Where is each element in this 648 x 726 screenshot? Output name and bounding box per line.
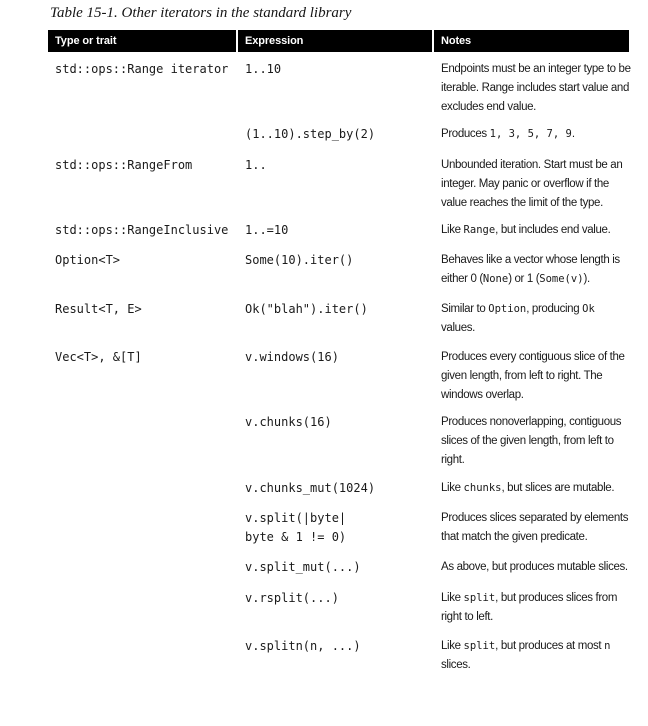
note-text-segment: iterable. Range includes start value and bbox=[441, 82, 630, 94]
expression-line: v.rsplit(...) bbox=[245, 591, 339, 605]
expression-cell bbox=[238, 637, 434, 656]
expression-line: 1.. bbox=[245, 158, 267, 172]
note-text-segment: , but includes end value. bbox=[495, 224, 611, 236]
note-text-segment: integer. May panic or overflow if the bbox=[441, 178, 609, 190]
note-text-segment: ). bbox=[583, 273, 590, 285]
note-text-segment: , but slices are mutable. bbox=[501, 482, 615, 494]
note-text-segment: value reaches the limit of the type. bbox=[441, 197, 603, 209]
note-line bbox=[441, 558, 629, 577]
notes-cell bbox=[434, 125, 629, 144]
note-line bbox=[441, 175, 629, 194]
table-row bbox=[48, 156, 629, 213]
note-text-segment: either 0 ( bbox=[441, 273, 483, 285]
note-text-segment: values. bbox=[441, 322, 475, 334]
note-text-segment: right. bbox=[441, 454, 465, 466]
note-line bbox=[441, 367, 629, 386]
notes-cell bbox=[434, 413, 629, 470]
notes-cell bbox=[434, 348, 629, 405]
expression-line: v.chunks_mut(1024) bbox=[245, 481, 376, 495]
type-or-trait-cell: std::ops::RangeInclusive bbox=[55, 223, 229, 237]
note-line bbox=[441, 251, 629, 270]
notes-cell bbox=[434, 221, 629, 240]
note-line bbox=[441, 60, 629, 79]
note-code-segment: Ok bbox=[582, 303, 595, 315]
table-row bbox=[48, 221, 629, 240]
expression-cell bbox=[238, 251, 434, 270]
expression-line: 1..10 bbox=[245, 62, 282, 76]
header-expression: Expression bbox=[238, 30, 432, 52]
note-code-segment: 1, 3, 5, 7, 9 bbox=[489, 128, 572, 140]
note-code-segment: Option bbox=[488, 303, 527, 315]
notes-cell bbox=[434, 509, 629, 547]
notes-cell bbox=[434, 300, 629, 338]
note-line bbox=[441, 319, 629, 338]
note-line bbox=[441, 386, 629, 405]
table-row bbox=[48, 300, 629, 338]
expression-line: byte & 1 != 0) bbox=[245, 530, 347, 544]
note-text-segment: slices of the given length, from left to bbox=[441, 435, 614, 447]
expression-cell bbox=[238, 221, 434, 240]
note-text-segment: , but produces slices from bbox=[495, 592, 618, 604]
notes-cell bbox=[434, 637, 629, 675]
note-line bbox=[441, 656, 629, 675]
table-row bbox=[48, 125, 629, 144]
expression-line: v.windows(16) bbox=[245, 350, 339, 364]
note-code-segment: split bbox=[463, 592, 496, 604]
note-line bbox=[441, 348, 629, 367]
note-code-segment: chunks bbox=[463, 482, 502, 494]
expression-cell bbox=[238, 558, 434, 577]
notes-cell bbox=[434, 479, 629, 498]
note-text-segment: Produces nonoverlapping, contiguous bbox=[441, 416, 622, 428]
note-text-segment: Behaves like a vector whose length is bbox=[441, 254, 620, 266]
note-line bbox=[441, 194, 629, 213]
expression-cell bbox=[238, 156, 434, 175]
note-text-segment: Similar to bbox=[441, 303, 489, 315]
note-code-segment: Some(v) bbox=[539, 273, 584, 285]
note-line bbox=[441, 637, 629, 656]
note-line bbox=[441, 608, 629, 627]
notes-cell bbox=[434, 558, 629, 577]
table-row bbox=[48, 479, 629, 498]
expression-cell bbox=[238, 125, 434, 144]
header-notes: Notes bbox=[434, 30, 629, 52]
expression-cell bbox=[238, 589, 434, 608]
expression-line: v.splitn(n, ...) bbox=[245, 639, 361, 653]
notes-cell bbox=[434, 251, 629, 289]
type-or-trait-cell: std::ops::Range iterator bbox=[55, 62, 229, 76]
note-line bbox=[441, 432, 629, 451]
note-line bbox=[441, 509, 629, 528]
expression-line: Ok("blah").iter() bbox=[245, 302, 368, 316]
note-text-segment: Like bbox=[441, 482, 464, 494]
notes-cell bbox=[434, 60, 629, 117]
notes-cell bbox=[434, 589, 629, 627]
type-or-trait-cell: Option<T> bbox=[55, 253, 121, 267]
expression-line: v.split_mut(...) bbox=[245, 560, 361, 574]
table-caption: Table 15-1. Other iterators in the standard library bbox=[50, 5, 352, 21]
note-line bbox=[441, 300, 629, 319]
type-or-trait-cell: std::ops::RangeFrom bbox=[55, 158, 193, 172]
table-row bbox=[48, 558, 629, 577]
note-text-segment: excludes end value. bbox=[441, 101, 537, 113]
header-type-or-trait: Type or trait bbox=[48, 30, 236, 52]
note-text-segment: that match the given predicate. bbox=[441, 531, 588, 543]
note-line bbox=[441, 589, 629, 608]
expression-cell bbox=[238, 413, 434, 432]
table-row bbox=[48, 60, 629, 117]
expression-cell bbox=[238, 60, 434, 79]
note-line bbox=[441, 528, 629, 547]
expression-cell bbox=[238, 300, 434, 319]
note-text-segment: , producing bbox=[526, 303, 583, 315]
note-line bbox=[441, 98, 629, 117]
note-text-segment: Like bbox=[441, 224, 464, 236]
note-line bbox=[441, 451, 629, 470]
expression-cell bbox=[238, 479, 434, 498]
note-text-segment: Endpoints must be an integer type to be bbox=[441, 63, 631, 75]
type-or-trait-cell: Vec<T>, &[T] bbox=[55, 350, 142, 364]
note-text-segment: , but produces at most bbox=[495, 640, 605, 652]
table-row bbox=[48, 348, 629, 405]
note-line bbox=[441, 156, 629, 175]
note-code-segment: None bbox=[482, 273, 509, 285]
note-text-segment: Produces every contiguous slice of the bbox=[441, 351, 625, 363]
note-text-segment: Produces bbox=[441, 128, 490, 140]
expression-line: v.chunks(16) bbox=[245, 415, 332, 429]
table-header-row bbox=[48, 30, 629, 52]
note-code-segment: split bbox=[463, 640, 496, 652]
note-line bbox=[441, 413, 629, 432]
note-line bbox=[441, 479, 629, 498]
note-text-segment: Unbounded iteration. Start must be an bbox=[441, 159, 623, 171]
expression-line: v.split(|byte| bbox=[245, 511, 347, 525]
note-text-segment: As above, but produces mutable slices. bbox=[441, 561, 628, 573]
expression-line: Some(10).iter() bbox=[245, 253, 354, 267]
note-line bbox=[441, 270, 629, 289]
table-row bbox=[48, 251, 629, 289]
note-code-segment: n bbox=[604, 640, 611, 652]
note-text-segment: Produces slices separated by elements bbox=[441, 512, 629, 524]
note-line bbox=[441, 79, 629, 98]
table-row bbox=[48, 637, 629, 675]
note-text-segment: Like bbox=[441, 640, 464, 652]
type-or-trait-cell: Result<T, E> bbox=[55, 302, 142, 316]
expression-line: (1..10).step_by(2) bbox=[245, 127, 376, 141]
note-text-segment: . bbox=[571, 128, 575, 140]
table-row bbox=[48, 509, 629, 547]
notes-cell bbox=[434, 156, 629, 213]
note-text-segment: ) or 1 ( bbox=[508, 273, 540, 285]
table-body bbox=[48, 60, 629, 675]
note-line bbox=[441, 221, 629, 240]
note-text-segment: Like bbox=[441, 592, 464, 604]
note-text-segment: right to left. bbox=[441, 611, 493, 623]
note-text-segment: windows overlap. bbox=[441, 389, 524, 401]
note-text-segment: slices. bbox=[441, 659, 471, 671]
iterators-table bbox=[48, 30, 629, 675]
table-row bbox=[48, 413, 629, 470]
table-row bbox=[48, 589, 629, 627]
note-line bbox=[441, 125, 629, 144]
expression-cell bbox=[238, 348, 434, 367]
expression-line: 1..=10 bbox=[245, 223, 289, 237]
note-code-segment: Range bbox=[463, 224, 496, 236]
note-text-segment: given length, from left to right. The bbox=[441, 370, 603, 382]
expression-cell bbox=[238, 509, 434, 547]
